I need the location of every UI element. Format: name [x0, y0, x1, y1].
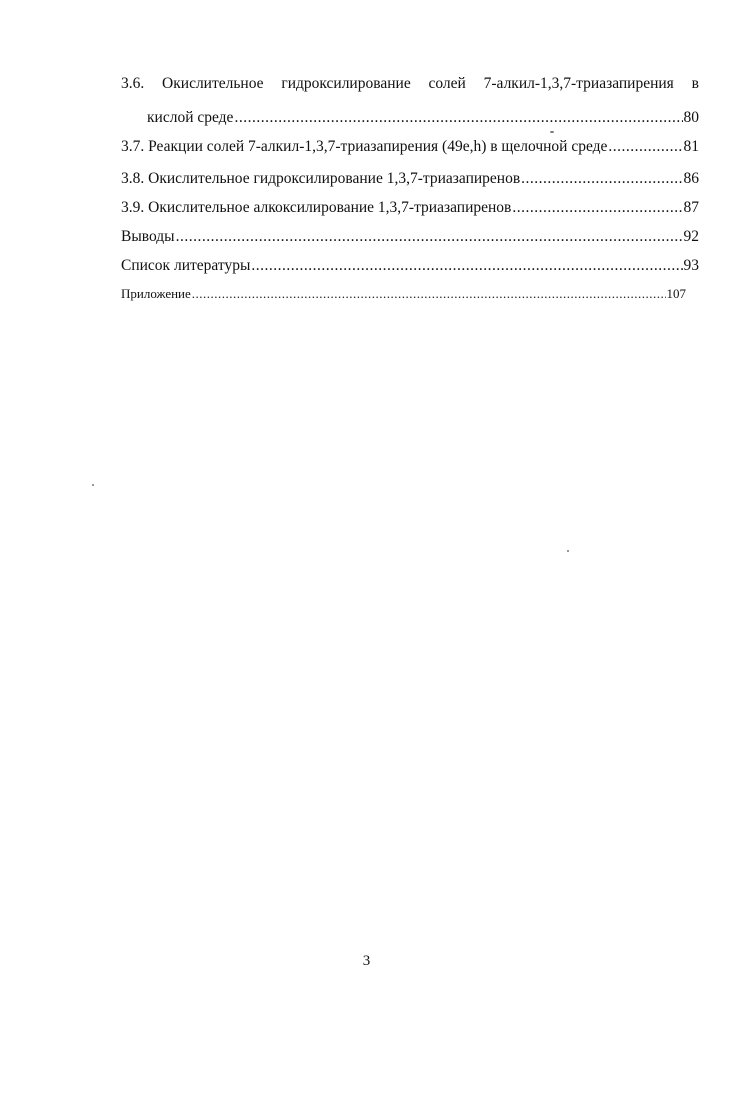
toc-page-number: 107: [666, 286, 686, 301]
toc-page-number: 86: [683, 170, 699, 187]
toc-entry-3-6-line2: [121, 108, 699, 128]
toc-entry-label: кислой среде: [147, 109, 234, 126]
scan-speck: [550, 131, 554, 133]
toc-word: в: [691, 75, 699, 92]
toc-entry-appendix: [121, 284, 686, 304]
dot-leader: [251, 256, 682, 276]
toc-word: 7-алкил-1,3,7-триазапирения: [483, 75, 674, 92]
toc-word: Окислительное: [162, 75, 264, 92]
table-of-contents: [121, 74, 699, 304]
toc-entry-3-7: [121, 137, 699, 157]
toc-page-number: 81: [683, 138, 699, 155]
dot-leader: [608, 137, 682, 157]
toc-page-number: 93: [683, 257, 699, 274]
toc-word: солей: [428, 75, 466, 92]
dot-leader: [234, 108, 682, 128]
scan-speck: [92, 484, 94, 486]
dot-leader: [521, 169, 682, 189]
toc-entry-3-9: [121, 198, 699, 218]
toc-page-number: 80: [683, 109, 699, 126]
toc-entry-references: [121, 256, 699, 276]
toc-entry-3-8: [121, 169, 699, 189]
dot-leader: [192, 284, 666, 304]
toc-entry-conclusions: [121, 227, 699, 247]
toc-entry-label: Приложение: [121, 286, 191, 301]
toc-word: 3.6.: [121, 75, 145, 92]
dot-leader: [512, 198, 682, 218]
toc-word: гидроксилирование: [281, 75, 411, 92]
toc-entry-label: 3.8. Окислительное гидроксилирование 1,3,7-триазапиренов: [121, 170, 521, 187]
scan-speck: [567, 550, 569, 552]
toc-entry-label: Список литературы: [121, 257, 251, 274]
page-number: 3: [362, 953, 371, 969]
dot-leader: [176, 227, 683, 247]
toc-entry-label: 3.7. Реакции солей 7-алкил-1,3,7-триазапирения (49е,h) в щелочной среде: [121, 138, 608, 155]
toc-page-number: 92: [683, 228, 699, 245]
toc-page-number: 87: [683, 199, 699, 216]
toc-entry-3-6-line1: [121, 74, 699, 94]
toc-entry-label: Выводы: [121, 228, 175, 245]
toc-entry-label: 3.9. Окислительное алкоксилирование 1,3,7-триазапиренов: [121, 199, 512, 216]
